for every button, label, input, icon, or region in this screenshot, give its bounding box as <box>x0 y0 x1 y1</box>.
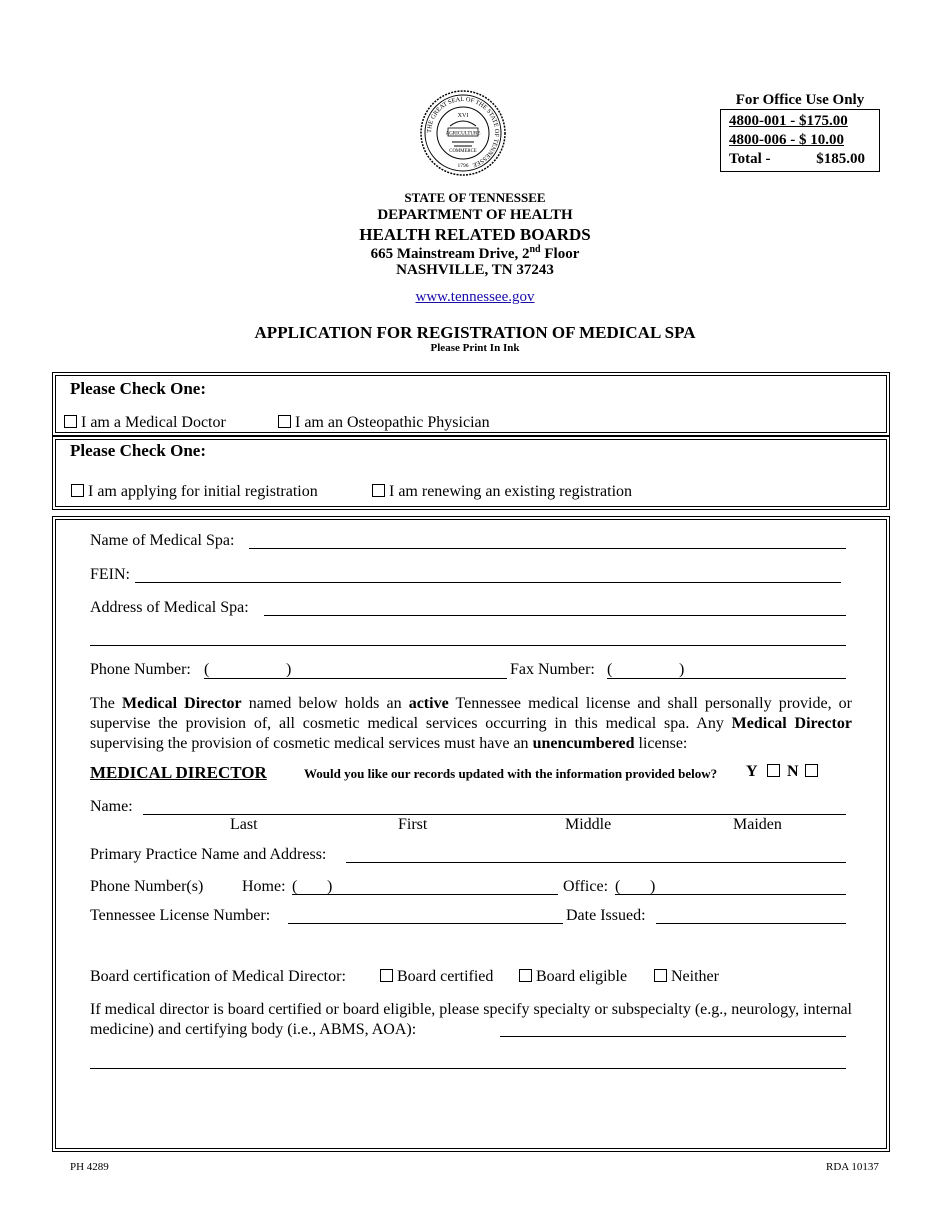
rda-number: RDA 10137 <box>826 1161 879 1173</box>
department-name: DEPARTMENT OF HEALTH <box>377 207 573 223</box>
office-phone-label: Office: <box>563 878 609 895</box>
office-use-title: For Office Use Only <box>735 92 865 108</box>
website-link[interactable]: www.tennessee.gov <box>415 289 535 305</box>
registration-type-heading: Please Check One: <box>70 441 206 460</box>
spa-name-field[interactable] <box>249 548 846 549</box>
practice-address-field[interactable] <box>346 862 846 863</box>
name-maiden-caption: Maiden <box>733 816 782 833</box>
neither-checkbox[interactable] <box>654 969 667 982</box>
form-number: PH 4289 <box>70 1161 109 1173</box>
office-fee-2: 4800-006 - $ 10.00 <box>729 132 844 148</box>
board-eligible-option[interactable]: Board eligible <box>519 968 627 986</box>
phone-area-open: ( <box>204 661 210 678</box>
osteopathic-option[interactable]: I am an Osteopathic Physician <box>278 414 490 432</box>
date-issued-field[interactable] <box>656 923 846 924</box>
office-fee-table <box>720 109 880 172</box>
phone-field[interactable] <box>204 678 507 679</box>
office-area-close: ) <box>650 878 656 895</box>
date-issued-label: Date Issued: <box>566 907 646 924</box>
name-first-caption: First <box>398 816 428 833</box>
board-certified-option[interactable]: Board certified <box>380 968 493 986</box>
medical-director-statement: The Medical Director named below holds an active Tennessee medical license and shall personally provide, or supervise the provision of, all cosmetic medical services occurring in this medical spa. Any Medical Director supervising the provision of cosmetic medical services must have an unencumbered license: <box>90 695 852 752</box>
home-area-open: ( <box>292 878 298 895</box>
director-phones-label: Phone Number(s) <box>90 878 204 895</box>
home-phone-field[interactable] <box>292 894 558 895</box>
office-total-row <box>729 150 871 169</box>
initial-registration-option[interactable]: I am applying for initial registration <box>71 483 318 501</box>
director-name-field[interactable] <box>143 814 846 815</box>
svg-text:AGRICULTURE: AGRICULTURE <box>445 131 481 137</box>
application-subtitle: Please Print In Ink <box>430 342 520 354</box>
osteopathic-checkbox[interactable] <box>278 415 291 428</box>
fein-field[interactable] <box>135 582 841 583</box>
office-total-value: $185.00 <box>816 151 865 167</box>
boards-name: HEALTH RELATED BOARDS <box>359 225 591 244</box>
home-phone-label: Home: <box>242 878 286 895</box>
board-cert-label: Board certification of Medical Director: <box>90 968 346 985</box>
medical-director-heading: MEDICAL DIRECTOR <box>90 763 267 782</box>
spa-address-field-line2[interactable] <box>90 645 846 646</box>
medical-doctor-checkbox[interactable] <box>64 415 77 428</box>
records-no-option[interactable]: N <box>787 763 822 781</box>
license-number-label: Tennessee License Number: <box>90 907 271 924</box>
director-name-label: Name: <box>90 798 133 815</box>
office-fee-1: 4800-001 - $175.00 <box>729 113 848 129</box>
fax-area-close: ) <box>679 661 685 678</box>
fein-label: FEIN: <box>90 566 130 583</box>
renewal-checkbox[interactable] <box>372 484 385 497</box>
records-no-checkbox[interactable] <box>805 764 818 777</box>
physician-type-heading: Please Check One: <box>70 379 206 398</box>
name-last-caption: Last <box>230 816 258 833</box>
fax-area-open: ( <box>607 661 613 678</box>
street-address: 665 Mainstream Drive, 2nd Floor <box>370 244 580 262</box>
records-yes-option[interactable]: Y <box>746 763 784 781</box>
neither-option[interactable]: Neither <box>654 968 719 986</box>
renewal-option[interactable]: I am renewing an existing registration <box>372 483 632 501</box>
office-area-open: ( <box>615 878 621 895</box>
state-name: STATE OF TENNESSEE <box>404 190 546 205</box>
specialty-field-line2[interactable] <box>90 1068 846 1069</box>
home-area-close: ) <box>327 878 333 895</box>
svg-text:1796: 1796 <box>457 163 469 169</box>
fax-field[interactable] <box>607 678 846 679</box>
initial-registration-checkbox[interactable] <box>71 484 84 497</box>
application-title: APPLICATION FOR REGISTRATION OF MEDICAL SPA <box>254 323 696 342</box>
fax-label: Fax Number: <box>510 661 595 678</box>
svg-text:THE GREAT SEAL OF THE STATE OF: THE GREAT SEAL OF THE STATE OF TENNESSEE <box>425 95 501 169</box>
board-certified-checkbox[interactable] <box>380 969 393 982</box>
specialty-field[interactable] <box>500 1036 846 1037</box>
spa-name-label: Name of Medical Spa: <box>90 532 235 549</box>
svg-text:XVI: XVI <box>457 113 469 119</box>
office-phone-field[interactable] <box>615 894 846 895</box>
office-total-label: Total - <box>729 151 771 167</box>
practice-address-label: Primary Practice Name and Address: <box>90 846 327 863</box>
svg-text:COMMERCE: COMMERCE <box>449 149 477 154</box>
state-seal-image <box>420 90 506 176</box>
spa-address-label: Address of Medical Spa: <box>90 599 249 616</box>
name-middle-caption: Middle <box>565 816 612 833</box>
spa-address-field[interactable] <box>264 615 846 616</box>
phone-label: Phone Number: <box>90 661 191 678</box>
city-address: NASHVILLE, TN 37243 <box>396 262 554 278</box>
records-update-question: Would you like our records updated with the information provided below? <box>304 766 718 781</box>
board-eligible-checkbox[interactable] <box>519 969 532 982</box>
license-number-field[interactable] <box>288 923 563 924</box>
records-yes-checkbox[interactable] <box>767 764 780 777</box>
office-use-panel <box>720 92 880 172</box>
specialty-instructions: If medical director is board certified or board eligible, please specify specialty or subspecialty (e.g., neurology, internal medicine) and certifying body (i.e., ABMS, AOA): <box>90 1001 852 1038</box>
phone-area-close: ) <box>286 661 292 678</box>
medical-doctor-option[interactable]: I am a Medical Doctor <box>64 414 226 432</box>
